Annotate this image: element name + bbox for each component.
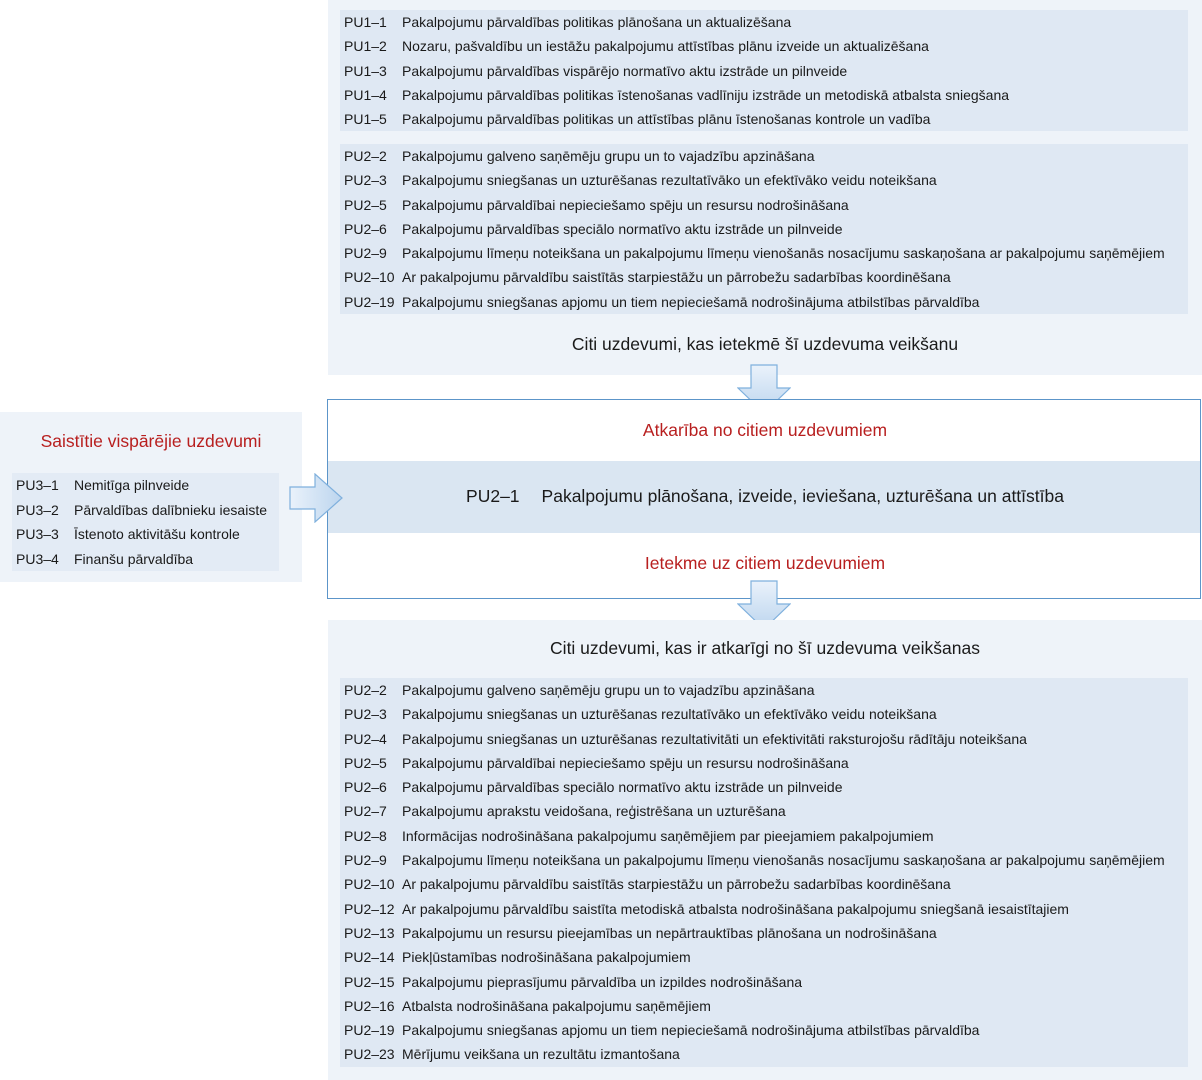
task-code: PU2–13 <box>344 924 395 941</box>
left-panel-title: Saistītie vispārējie uzdevumi <box>40 431 262 451</box>
task-text: Pakalpojumu galveno saņēmēju grupu un to vajadzību apzināšana <box>402 148 815 164</box>
task-code: PU1–4 <box>344 86 387 103</box>
task-text: Pakalpojumu pārvaldības vispārējo normatīvo aktu izstrāde un pilnveide <box>402 62 848 79</box>
general-task-row <box>12 473 279 498</box>
general-task-text: Nemitīga pilnveide <box>74 477 190 493</box>
task-row <box>340 193 1188 217</box>
task-row <box>340 1042 1188 1066</box>
task-row <box>340 727 1188 751</box>
general-task-code: PU3–1 <box>16 477 59 493</box>
task-code: PU2–19 <box>344 1022 395 1039</box>
task-text: Ar pakalpojumu pārvaldību saistīta metodiskā atbalsta nodrošināšana pakalpojumu sniegšanā iesaistītajiem <box>402 900 1069 917</box>
left-panel-list <box>12 473 279 571</box>
general-task-text: Pārvaldības dalībnieku iesaiste <box>74 501 268 518</box>
bottom-caption: Citi uzdevumi, kas ir atkarīgi no šī uzdevuma veikšanas <box>550 638 980 658</box>
task-code: PU2–23 <box>344 1046 395 1063</box>
task-row <box>340 10 1188 34</box>
task-text: Pakalpojumu līmeņu noteikšana un pakalpojumu līmeņu vienošanās nosacījumu saskaņošana ar pakalpojumu saņēmējiem <box>402 852 1165 869</box>
task-text: Pakalpojumu pārvaldības speciālo normatīvo aktu izstrāde un pilnveide <box>402 779 843 796</box>
task-text: Pakalpojumu sniegšanas apjomu un tiem nepieciešamā nodrošinājuma atbilstības pārvaldība <box>402 1022 980 1039</box>
task-row <box>340 1018 1188 1042</box>
task-code: PU1–3 <box>344 62 387 79</box>
task-row <box>340 945 1188 969</box>
central-task <box>328 486 1202 507</box>
task-code: PU2–3 <box>344 706 387 723</box>
task-code: PU2–2 <box>344 682 387 698</box>
top-group-1-list <box>340 10 1188 131</box>
task-row <box>340 751 1188 775</box>
task-text: Pakalpojumu sniegšanas un uzturēšanas rezultatīvāko un efektīvāko veidu noteikšana <box>402 172 937 189</box>
task-code: PU1–5 <box>344 111 387 128</box>
task-text: Pakalpojumu pārvaldības politikas un attīstības plānu īstenošanas kontrole un vadība <box>402 111 931 128</box>
task-text: Pakalpojumu pieprasījumu pārvaldība un izpildes nodrošināšana <box>402 973 803 990</box>
task-row <box>340 799 1188 823</box>
top-caption: Citi uzdevumi, kas ietekmē šī uzdevuma veikšanu <box>571 334 959 354</box>
task-code: PU2–6 <box>344 779 387 796</box>
task-row <box>340 83 1188 107</box>
general-task-row <box>12 498 279 523</box>
task-code: PU2–5 <box>344 754 387 771</box>
task-code: PU2–4 <box>344 730 387 747</box>
general-task-text: Īstenoto aktivitāšu kontrole <box>74 526 240 542</box>
task-row <box>340 144 1188 168</box>
central-task-text: Pakalpojumu plānošana, izveide, ieviešana, uzturēšana un attīstība <box>541 486 1064 506</box>
task-row <box>340 897 1188 921</box>
task-row <box>340 34 1188 58</box>
task-text: Pakalpojumu galveno saņēmēju grupu un to vajadzību apzināšana <box>402 682 815 698</box>
task-row <box>340 872 1188 896</box>
task-code: PU1–2 <box>344 38 387 55</box>
task-text: Pakalpojumu sniegšanas un uzturēšanas rezultativitāti un efektivitāti raksturojošu rādītāju noteikšana <box>402 730 1027 747</box>
task-text: Pakalpojumu pārvaldībai nepieciešamo spēju un resursu nodrošināšana <box>402 754 849 771</box>
task-code: PU2–15 <box>344 973 395 990</box>
task-text: Piekļūstamības nodrošināšana pakalpojumiem <box>402 949 691 966</box>
task-row <box>340 702 1188 726</box>
task-text: Pakalpojumu aprakstu veidošana, reģistrēšana un uzturēšana <box>402 803 786 820</box>
task-text: Pakalpojumu pārvaldībai nepieciešamo spēju un resursu nodrošināšana <box>402 196 849 213</box>
task-text: Ar pakalpojumu pārvaldību saistītās starpiestāžu un pārrobežu sadarbības koordinēšana <box>402 876 951 893</box>
task-code: PU2–6 <box>344 220 387 237</box>
top-group-2-list <box>340 144 1188 314</box>
task-text: Pakalpojumu pārvaldības politikas plānošana un aktualizēšana <box>402 14 792 30</box>
general-task-text: Finanšu pārvaldība <box>74 550 194 567</box>
task-text: Ar pakalpojumu pārvaldību saistītās starpiestāžu un pārrobežu sadarbības koordinēšana <box>402 269 951 286</box>
task-code: PU2–8 <box>344 827 387 844</box>
task-row <box>340 775 1188 799</box>
task-row <box>340 290 1188 314</box>
dependency-label: Atkarība no citiem uzdevumiem <box>642 420 888 440</box>
task-text: Nozaru, pašvaldību un iestāžu pakalpojumu attīstības plānu izveide un aktualizēšana <box>402 38 929 55</box>
task-code: PU1–1 <box>344 14 387 30</box>
task-code: PU2–10 <box>344 876 395 893</box>
task-code: PU2–9 <box>344 245 387 262</box>
task-text: Pakalpojumu sniegšanas un uzturēšanas rezultatīvāko un efektīvāko veidu noteikšana <box>402 706 937 723</box>
impact-label: Ietekme uz citiem uzdevumiem <box>644 553 886 573</box>
task-code: PU2–7 <box>344 803 387 820</box>
bottom-group-list <box>340 678 1188 1067</box>
task-code: PU2–14 <box>344 949 395 966</box>
task-text: Pakalpojumu un resursu pieejamības un nepārtrauktības plānošana un nodrošināšana <box>402 924 937 941</box>
central-task-code: PU2–1 <box>466 486 520 506</box>
task-code: PU2–3 <box>344 172 387 189</box>
task-row <box>340 848 1188 872</box>
general-task-code: PU3–4 <box>16 550 59 567</box>
task-code: PU2–2 <box>344 148 387 164</box>
task-text: Pakalpojumu pārvaldības speciālo normatīvo aktu izstrāde un pilnveide <box>402 220 843 237</box>
task-row <box>340 921 1188 945</box>
arrow-right-icon <box>289 473 343 523</box>
general-task-code: PU3–3 <box>16 526 59 542</box>
task-text: Informācijas nodrošināšana pakalpojumu saņēmējiem par pieejamiem pakalpojumiem <box>402 827 934 844</box>
general-task-row <box>12 547 279 572</box>
task-row <box>340 824 1188 848</box>
task-code: PU2–19 <box>344 293 395 310</box>
task-code: PU2–16 <box>344 997 395 1014</box>
task-text: Atbalsta nodrošināšana pakalpojumu saņēmējiem <box>402 997 711 1014</box>
task-row <box>340 994 1188 1018</box>
task-text: Pakalpojumu sniegšanas apjomu un tiem nepieciešamā nodrošinājuma atbilstības pārvaldība <box>402 293 980 310</box>
task-row <box>340 217 1188 241</box>
task-text: Pakalpojumu līmeņu noteikšana un pakalpojumu līmeņu vienošanās nosacījumu saskaņošana ar pakalpojumu saņēmējiem <box>402 245 1165 262</box>
task-row <box>340 265 1188 289</box>
task-row <box>340 59 1188 83</box>
task-code: PU2–5 <box>344 196 387 213</box>
task-row <box>340 970 1188 994</box>
task-row <box>340 241 1188 265</box>
task-code: PU2–9 <box>344 852 387 869</box>
task-code: PU2–10 <box>344 269 395 286</box>
task-row <box>340 678 1188 702</box>
general-task-code: PU3–2 <box>16 501 59 518</box>
task-row <box>340 107 1188 131</box>
task-text: Mērījumu veikšana un rezultātu izmantošana <box>402 1046 680 1063</box>
task-text: Pakalpojumu pārvaldības politikas īstenošanas vadlīniju izstrāde un metodiskā atbalsta sniegšana <box>402 86 1010 103</box>
general-task-row <box>12 522 279 547</box>
task-code: PU2–12 <box>344 900 395 917</box>
task-row <box>340 168 1188 192</box>
